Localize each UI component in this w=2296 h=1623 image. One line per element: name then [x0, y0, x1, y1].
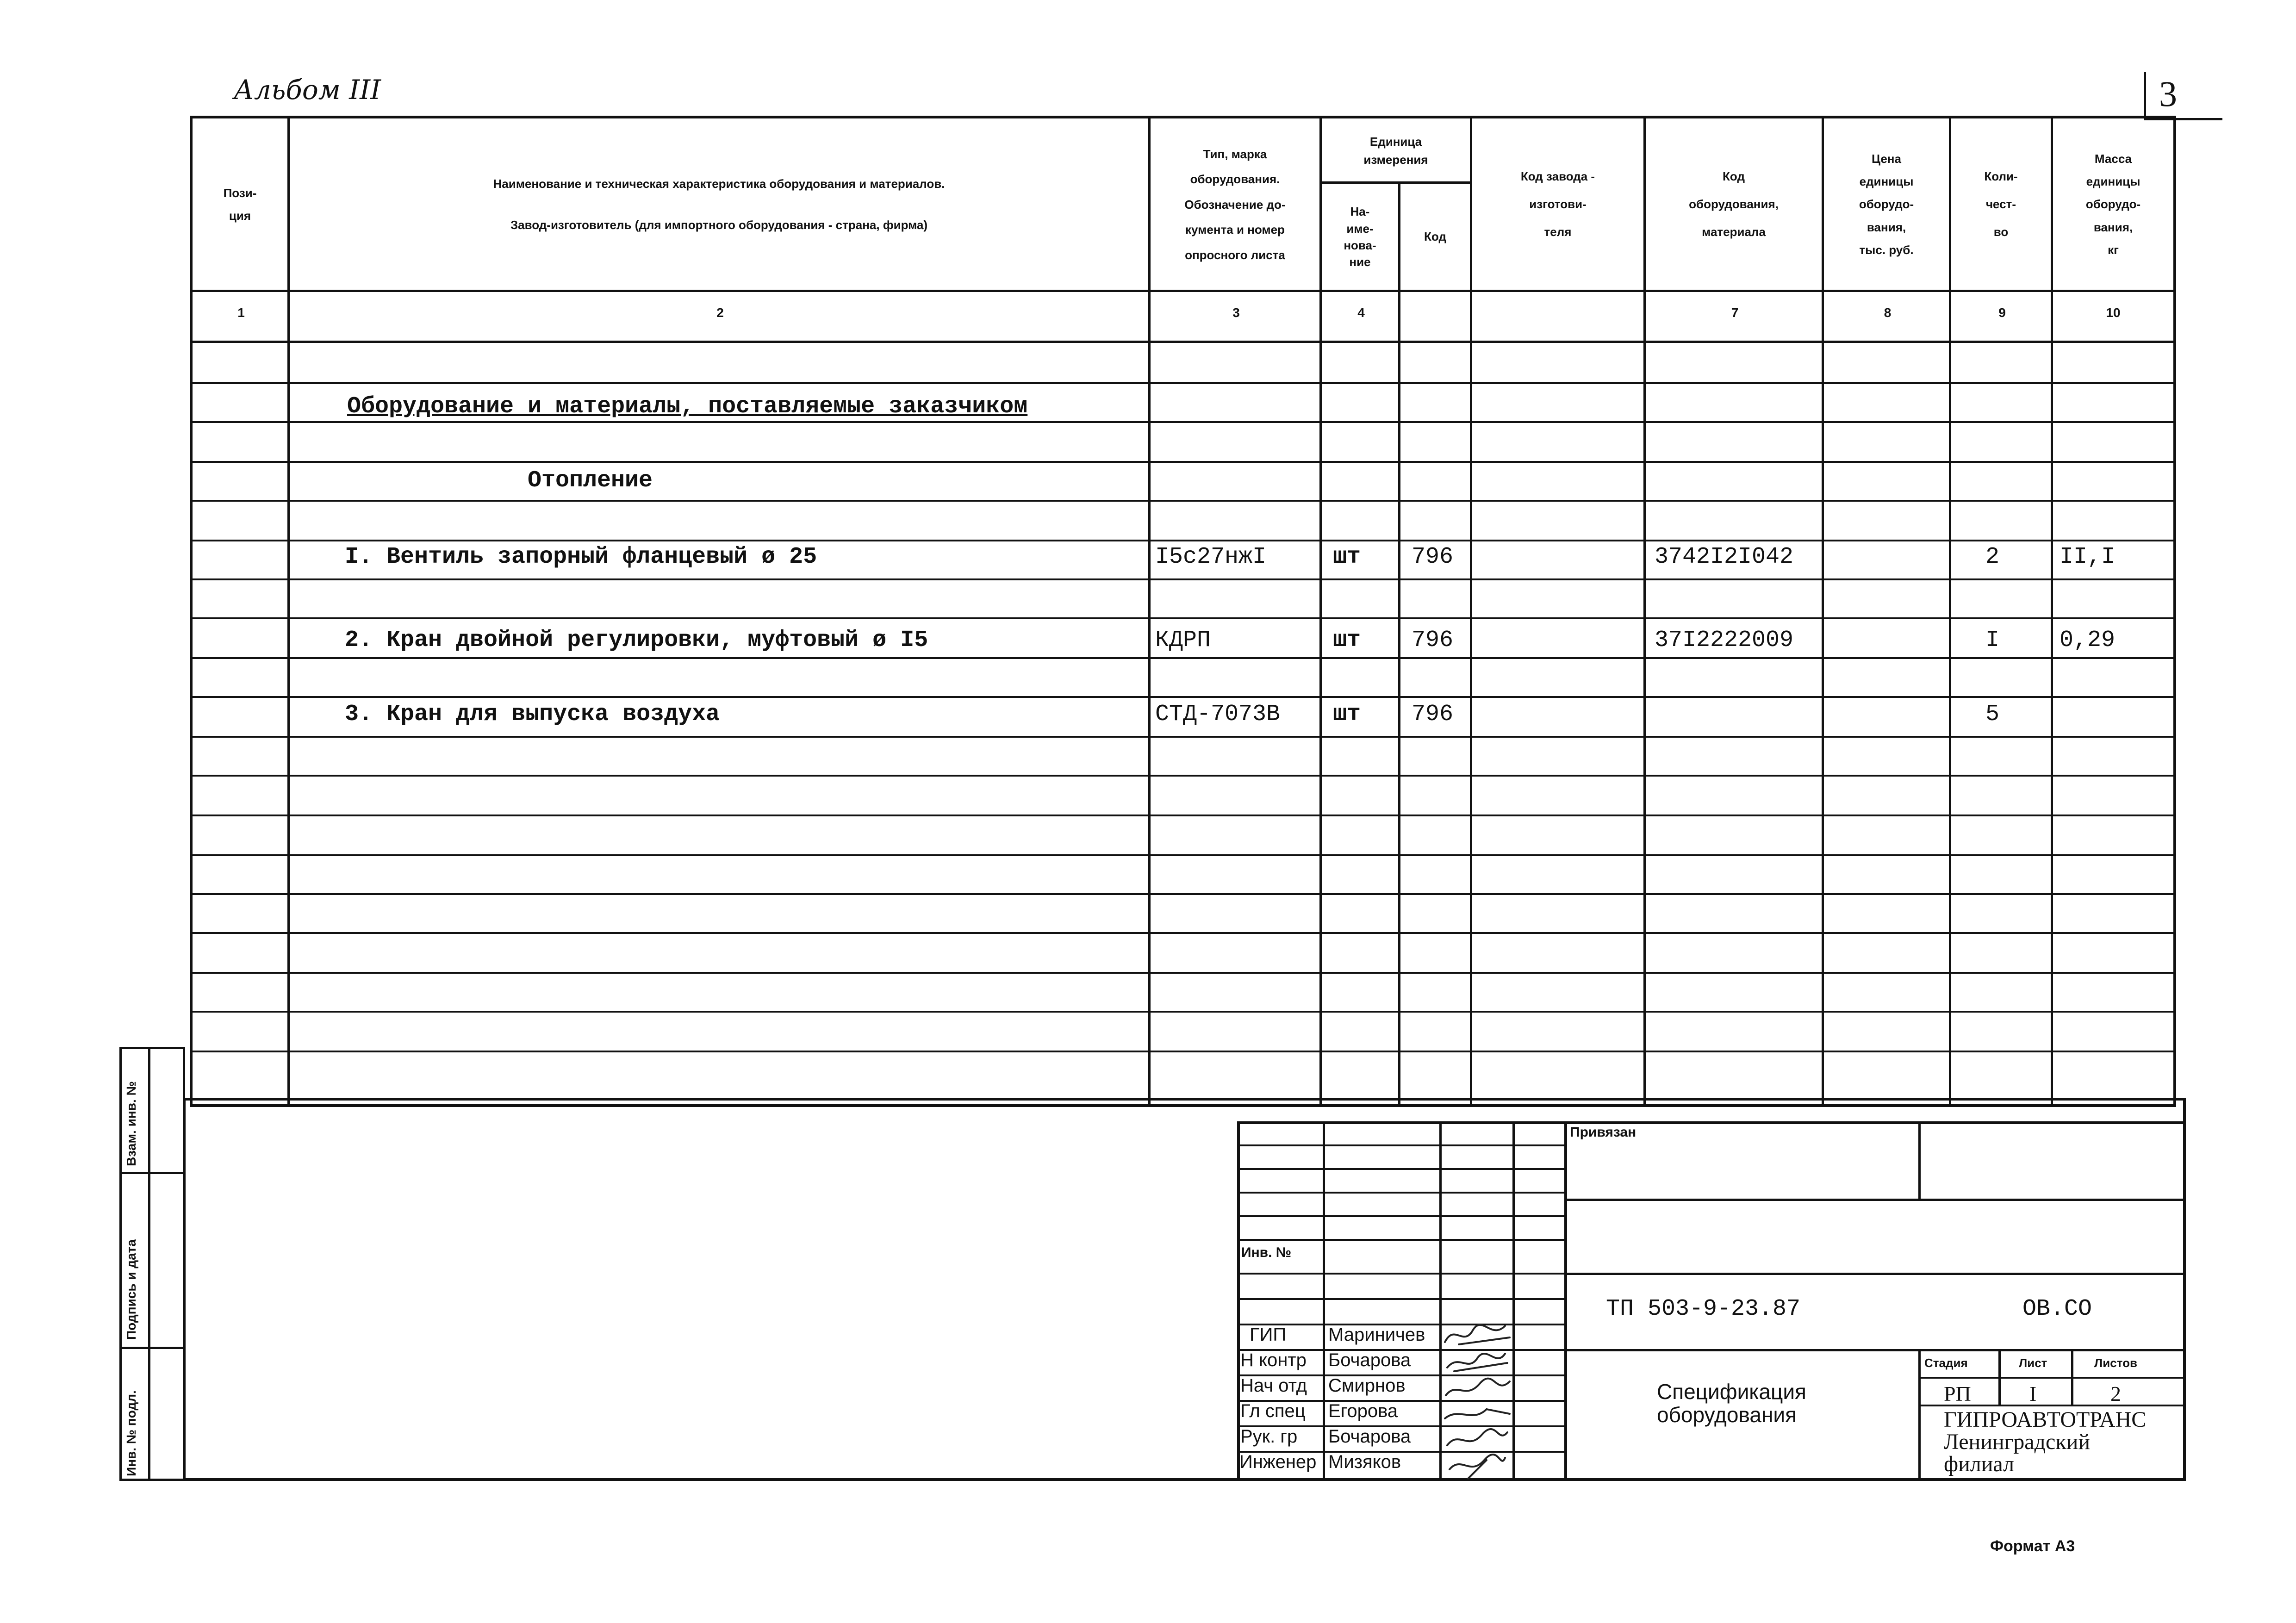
row-name: 2. Кран двойной регулировки, муфтовый ø I5: [345, 627, 928, 653]
col-number-9: 9: [1998, 305, 2006, 320]
org-name-line2: Ленинградский: [1944, 1430, 2091, 1454]
sheet-value: I: [2029, 1382, 2037, 1405]
album-note: Альбом III: [234, 74, 381, 106]
staff-role: Нач отд: [1240, 1375, 1307, 1396]
header-quantity: Коли- чест- во: [1951, 118, 2053, 291]
row-type: СТД-7073В: [1155, 701, 1281, 728]
sheets-value: 2: [2110, 1382, 2121, 1405]
staff-name: Мариничев: [1328, 1325, 1425, 1345]
row-unit: шт: [1333, 544, 1361, 570]
doc-mark: ОВ.СО: [2022, 1296, 2092, 1322]
stage-label: Стадия: [1924, 1356, 1968, 1370]
doc-code: ТП 503-9-23.87: [1606, 1296, 1801, 1322]
row-unit-code: 796: [1412, 627, 1454, 653]
col-number-8: 8: [1884, 305, 1892, 320]
staff-role: Н контр: [1240, 1350, 1307, 1370]
col-number-4: 4: [1357, 305, 1365, 320]
header-unit-group: Единица измерения: [1322, 118, 1472, 183]
row-unit: шт: [1333, 701, 1361, 728]
row-mass: II,I: [2060, 544, 2116, 570]
header-name: [290, 118, 1151, 291]
sheet-number-divider: [2144, 72, 2146, 118]
header-item-code: Код оборудования, материала: [1646, 118, 1824, 291]
col-number-7: 7: [1731, 305, 1739, 320]
side-label-sign-date: Подпись и дата: [124, 1239, 138, 1340]
org-name-line1: ГИПРОАВТОТРАНС: [1944, 1407, 2147, 1432]
signature-strokes: [1440, 1321, 1514, 1481]
doc-title-line1: Спецификация: [1657, 1380, 1806, 1404]
staff-role: Инженер: [1239, 1452, 1317, 1472]
staff-name: Бочарова: [1328, 1350, 1411, 1370]
row-quantity: I: [1985, 627, 2000, 653]
privyazan-label: Привязан: [1570, 1125, 1636, 1140]
row-name: 3. Кран для выпуска воздуха: [345, 701, 720, 728]
side-label-inv-original: Инв. № подл.: [124, 1390, 138, 1476]
staff-name: Мизяков: [1328, 1452, 1401, 1472]
side-label-replace-inv: Взам. инв. №: [124, 1081, 138, 1166]
header-type: Тип, марка оборудования. Обозначение до- кумента и номер опросного листа: [1151, 118, 1322, 291]
staff-role: Рук. гр: [1240, 1426, 1298, 1447]
header-mass: Масса единицы оборудо- вания, кг: [2085, 151, 2141, 257]
row-quantity: 2: [1985, 544, 2000, 570]
row-name: I. Вентиль запорный фланцевый ø 25: [345, 544, 817, 570]
row-type: I5с27нжI: [1155, 544, 1267, 570]
staff-name: Бочарова: [1328, 1426, 1411, 1447]
sheet-label: Лист: [2019, 1356, 2047, 1370]
inv-no-label: Инв. №: [1241, 1245, 1292, 1260]
sheet-number: 3: [2159, 74, 2177, 114]
row-mass: 0,29: [2060, 627, 2116, 653]
col-number-3: 3: [1232, 305, 1240, 320]
col-number-1: 1: [237, 305, 245, 320]
row-quantity: 5: [1985, 701, 2000, 728]
row-type: КДРП: [1155, 627, 1211, 653]
row-unit-code: 796: [1412, 701, 1454, 728]
row-unit-code: 796: [1412, 544, 1454, 570]
header-unit-name: На- име- нова- ние: [1322, 183, 1400, 291]
header-position: Пози- ция: [193, 118, 290, 291]
staff-role: Гл спец: [1240, 1401, 1306, 1421]
row-item-code: 37I2222009: [1655, 627, 1794, 653]
section-title: Оборудование и материалы, поставляемые заказчиком: [347, 393, 1028, 420]
row-item-code: 3742I2I042: [1655, 544, 1794, 570]
stage-value: РП: [1944, 1382, 1971, 1405]
row-unit: шт: [1333, 627, 1361, 653]
header-price: Цена единицы оборудо- вания, тыс. руб.: [1824, 118, 1951, 291]
staff-role: ГИП: [1250, 1325, 1287, 1345]
format-note: Формат А3: [1990, 1537, 2075, 1555]
header-name-line2: Завод-изготовитель (для импортного оборудования - страна, фирма): [510, 218, 928, 232]
header-maker-code: Код завода - изготови- теля: [1472, 118, 1646, 291]
staff-name: Смирнов: [1328, 1375, 1406, 1396]
subsection-title: Отопление: [528, 467, 653, 494]
col-number-10: 10: [2106, 305, 2121, 320]
header-name-line1: Наименование и техническая характеристика оборудования и материалов.: [493, 176, 945, 191]
col-number-2: 2: [716, 305, 724, 320]
staff-name: Егорова: [1328, 1401, 1398, 1421]
doc-title-line2: оборудования: [1657, 1403, 1797, 1427]
org-name-line3: филиал: [1944, 1452, 2015, 1476]
header-unit-code: Код: [1400, 183, 1472, 291]
sheets-label: Листов: [2094, 1356, 2137, 1370]
